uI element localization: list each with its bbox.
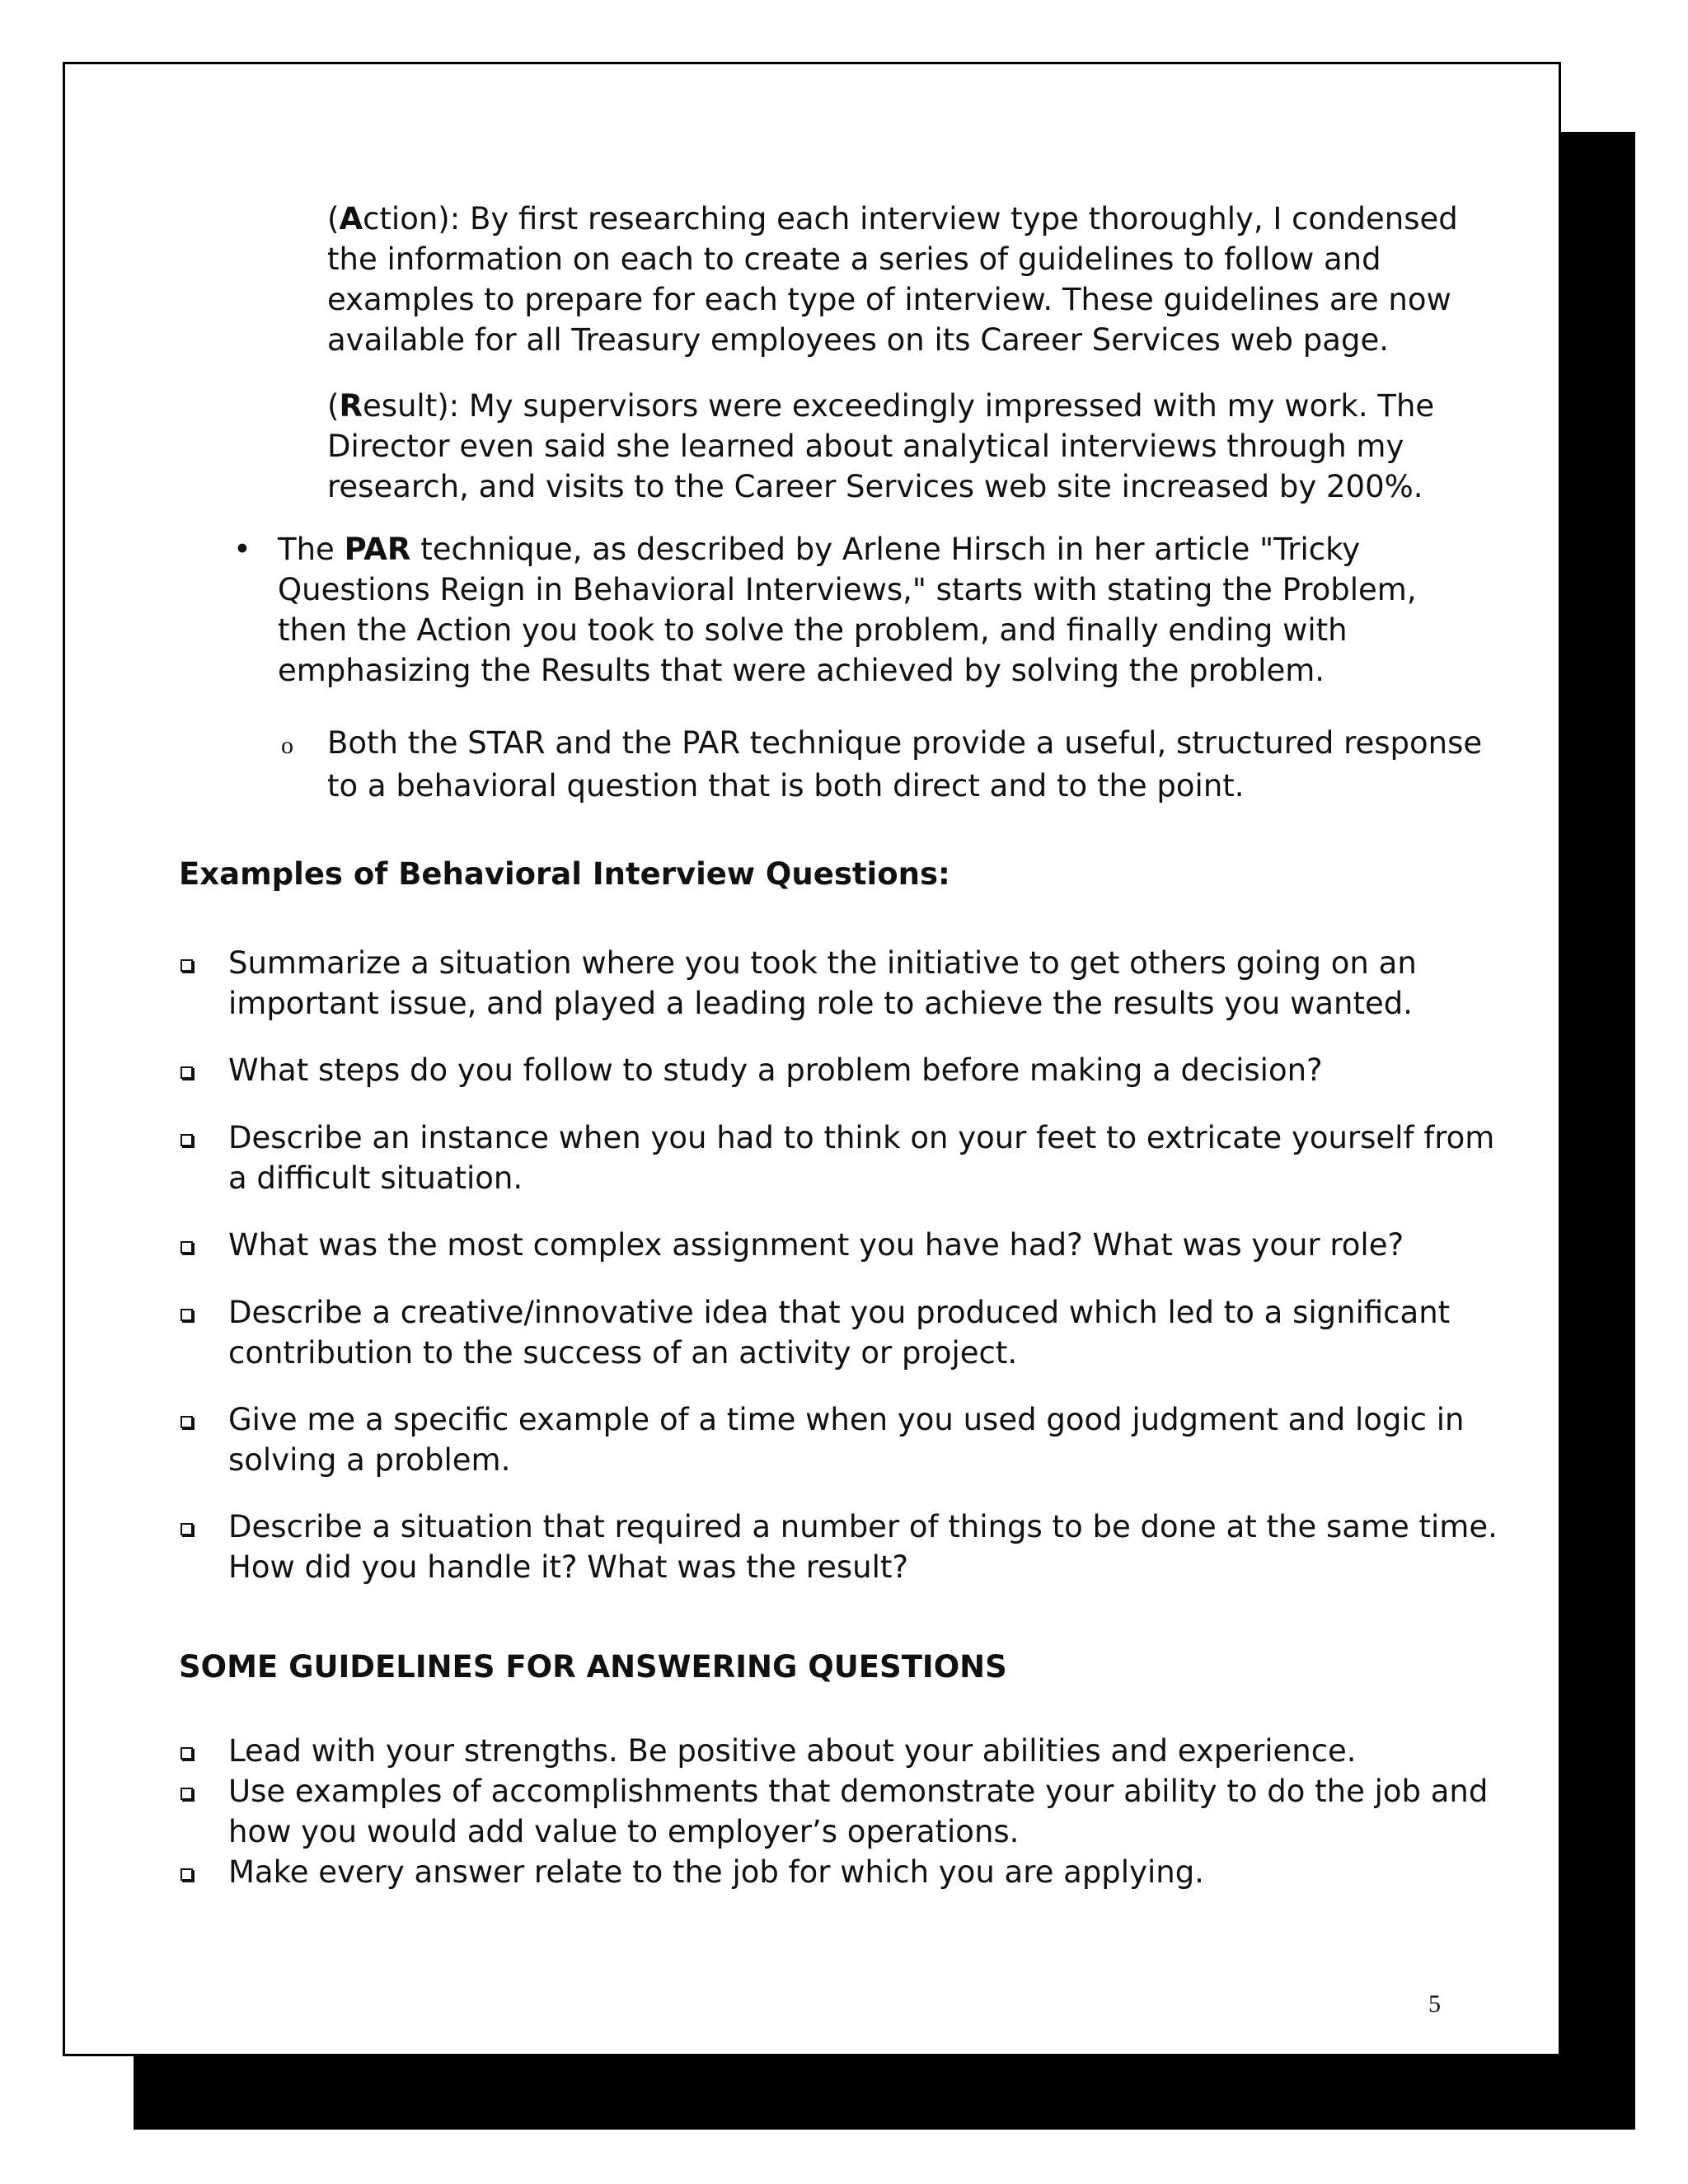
- checkbox-bullet-icon: [181, 1134, 193, 1146]
- hollow-circle-bullet-icon: o: [281, 732, 293, 759]
- checkbox-bullet-icon: [181, 1868, 193, 1881]
- question-item: Describe an instance when you had to think on your feet to extricate yourself from a difficult situation.: [228, 1120, 1495, 1196]
- guidelines-heading: SOME GUIDELINES FOR ANSWERING QUESTIONS: [179, 1649, 1007, 1685]
- checkbox-bullet-icon: [181, 1066, 193, 1079]
- guideline-item: Make every answer relate to the job for which you are applying.: [228, 1854, 1204, 1890]
- par-text-before: The: [278, 532, 345, 567]
- action-initial: A: [339, 201, 363, 237]
- par-bullet-paragraph: [278, 529, 1489, 691]
- question-item: Summarize a situation where you took the initiative to get others going on an important issue, and played a leading role to achieve the results you wanted.: [228, 945, 1417, 1021]
- question-item: Describe a creative/innovative idea that you produced which led to a significant contribution to the success of an activity or project.: [228, 1295, 1451, 1371]
- checkbox-bullet-icon: [181, 1747, 193, 1760]
- result-text: esult): My supervisors were exceedingly impressed with my work. The Director even said she learned about analytical interviews through my research, and visits to the Career Services web site increased by 200%.: [327, 388, 1435, 504]
- checkbox-bullet-icon: [181, 1309, 193, 1321]
- document-page: [63, 62, 1561, 2056]
- result-initial: R: [339, 388, 363, 424]
- checkbox-bullet-icon: [181, 1788, 193, 1800]
- sub-bullet-paragraph: Both the STAR and the PAR technique provide a useful, structured response to a behavioral question that is both direct and to the point.: [327, 725, 1483, 804]
- checkbox-bullet-icon: [181, 1241, 193, 1254]
- checkbox-bullet-icon: [181, 1523, 193, 1535]
- question-item: What steps do you follow to study a problem before making a decision?: [228, 1052, 1323, 1088]
- result-open-paren: (: [327, 388, 340, 424]
- question-item: Give me a specific example of a time when you used good judgment and logic in solving a problem.: [228, 1402, 1465, 1478]
- action-paragraph: [327, 199, 1498, 360]
- action-open-paren: (: [327, 201, 340, 237]
- result-paragraph: [327, 386, 1498, 507]
- page-number: 5: [1428, 1990, 1441, 2018]
- par-text-after: technique, as described by Arlene Hirsch in her article "Tricky Questions Reign in Behavioral Interviews," starts with stating the Problem, then the Action you took to solve the problem, and finally ending with emphasizing the Results that were achieved by solving the problem.: [278, 532, 1417, 688]
- question-item: Describe a situation that required a number of things to be done at the same time. How did you handle it? What was the result?: [228, 1509, 1498, 1585]
- action-text: ction): By first researching each interview type thoroughly, I condensed the information on each to create a series of guidelines to follow and examples to prepare for each type of interview. These guidelines are now available for all Treasury employees on its Career Services web page.: [327, 201, 1458, 358]
- par-bold-term: PAR: [344, 532, 411, 567]
- checkbox-bullet-icon: [181, 959, 193, 972]
- bullet-dot-icon: •: [233, 532, 251, 567]
- examples-heading: Examples of Behavioral Interview Questions:: [179, 856, 950, 892]
- guideline-item: Use examples of accomplishments that demonstrate your ability to do the job and how you would add value to employer’s operations.: [228, 1774, 1489, 1849]
- question-item: What was the most complex assignment you have had? What was your role?: [228, 1227, 1404, 1263]
- checkbox-bullet-icon: [181, 1416, 193, 1428]
- guideline-item: Lead with your strengths. Be positive about your abilities and experience.: [228, 1733, 1357, 1769]
